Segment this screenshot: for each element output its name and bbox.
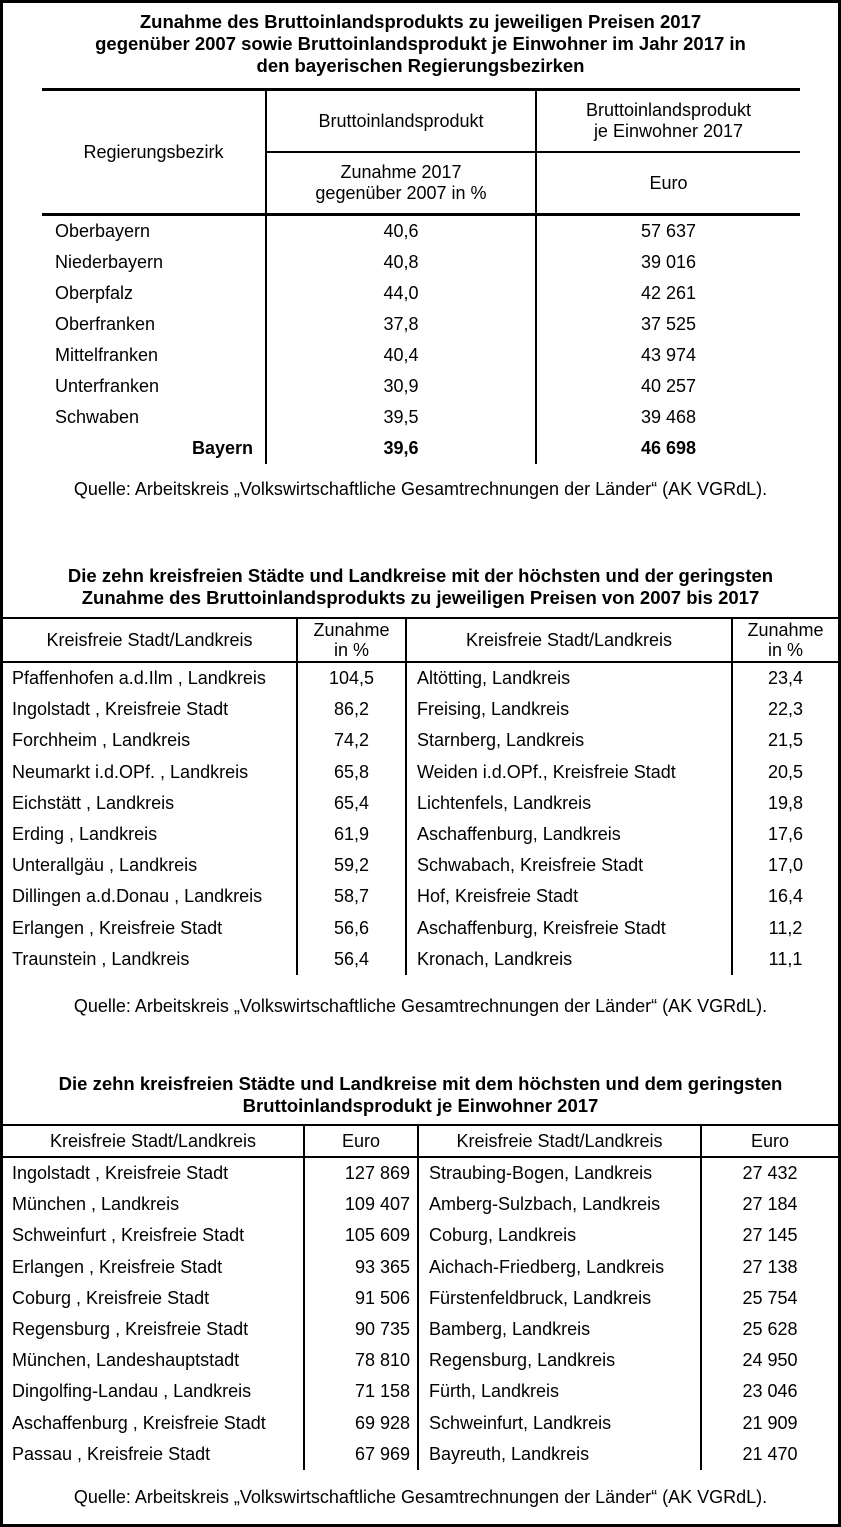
table3-header xyxy=(3,1124,838,1158)
table3-header-euro-right: Euro xyxy=(750,1131,790,1151)
value-cell: 22,3 xyxy=(767,699,804,720)
table2-title xyxy=(3,565,838,609)
source-note: Quelle: Arbeitskreis „Volkswirtschaftliche Gesamtrechnungen der Länder“ (AK VGRdL). xyxy=(73,996,768,1016)
value-cell: 58,7 xyxy=(298,881,407,912)
value-cell: 23 046 xyxy=(742,1381,798,1402)
value-cell: 91 506 xyxy=(305,1283,419,1314)
zunahme-cell: 40,6 xyxy=(267,216,537,247)
table-row xyxy=(3,757,838,788)
table2-header-value-right-line2: in % xyxy=(767,640,803,660)
district-cell: Kronach, Landkreis xyxy=(407,944,733,975)
value-cell: 25 754 xyxy=(742,1287,798,1308)
table1-header-bip-group: Bruttoinlandsprodukt xyxy=(267,91,535,153)
region-cell: Schwaben xyxy=(42,402,267,433)
table-row xyxy=(3,1314,838,1345)
district-cell: München , Landkreis xyxy=(3,1189,305,1220)
euro-cell-total: 46 698 xyxy=(640,438,697,458)
table2-header-value-left-line2: in % xyxy=(333,640,369,660)
district-cell: Passau , Kreisfreie Stadt xyxy=(3,1439,305,1470)
table-row xyxy=(3,1439,838,1470)
region-cell: Oberfranken xyxy=(42,309,267,340)
district-cell: Regensburg, Landkreis xyxy=(419,1345,702,1376)
table2-title-line1: Die zehn kreisfreien Städte und Landkreise mit der höchsten und der geringsten xyxy=(67,565,774,586)
district-cell: Forchheim , Landkreis xyxy=(3,725,298,756)
table-row xyxy=(3,944,838,975)
table3-title-line2: Bruttoinlandsprodukt je Einwohner 2017 xyxy=(242,1095,599,1116)
value-cell: 93 365 xyxy=(305,1252,419,1283)
value-cell: 23,4 xyxy=(767,668,804,689)
table1-header-bip-je-einwohner xyxy=(537,91,800,153)
district-cell: Eichstätt , Landkreis xyxy=(3,788,298,819)
district-cell: Fürth, Landkreis xyxy=(419,1376,702,1407)
table-row xyxy=(42,371,800,402)
value-cell: 78 810 xyxy=(305,1345,419,1376)
table-total-row xyxy=(42,433,800,464)
table-row xyxy=(3,819,838,850)
table-row xyxy=(3,881,838,912)
table2-body xyxy=(3,663,838,975)
value-cell: 11,2 xyxy=(768,917,803,938)
district-cell: Traunstein , Landkreis xyxy=(3,944,298,975)
value-cell: 24 950 xyxy=(742,1350,798,1371)
table1-header xyxy=(42,88,800,216)
table1-title-line2: gegenüber 2007 sowie Bruttoinlandsprodukt je Einwohner im Jahr 2017 in xyxy=(95,33,746,54)
source-note: Quelle: Arbeitskreis „Volkswirtschaftliche Gesamtrechnungen der Länder“ (AK VGRdL). xyxy=(73,1487,768,1507)
district-cell: Ingolstadt , Kreisfreie Stadt xyxy=(3,694,298,725)
table-row xyxy=(3,725,838,756)
table1-title xyxy=(3,11,838,77)
table1-header-zunahme xyxy=(267,153,535,213)
value-cell: 56,6 xyxy=(298,913,407,944)
table1-header-bip-je-einwohner-line1: Bruttoinlandsprodukt xyxy=(585,100,752,120)
district-cell: Aschaffenburg , Kreisfreie Stadt xyxy=(3,1408,305,1439)
value-cell: 65,8 xyxy=(298,757,407,788)
table2-header-value-left-line1: Zunahme xyxy=(313,620,390,640)
zunahme-cell: 39,5 xyxy=(267,402,537,433)
table-row xyxy=(42,340,800,371)
district-cell: Fürstenfeldbruck, Landkreis xyxy=(419,1283,702,1314)
table1-header-bip-je-einwohner-column xyxy=(537,91,800,213)
district-cell: Altötting, Landkreis xyxy=(407,663,733,694)
zunahme-cell: 44,0 xyxy=(267,278,537,309)
table1-header-bip-column xyxy=(267,91,537,213)
value-cell: 17,0 xyxy=(767,855,804,876)
table-row xyxy=(3,1408,838,1439)
district-cell: Coburg , Kreisfreie Stadt xyxy=(3,1283,305,1314)
value-cell: 20,5 xyxy=(767,761,804,782)
table2-header-value-right-line1: Zunahme xyxy=(747,620,824,640)
district-cell: Freising, Landkreis xyxy=(407,694,733,725)
value-cell: 127 869 xyxy=(305,1158,419,1189)
zunahme-cell: 40,4 xyxy=(267,340,537,371)
region-cell-total: Bayern xyxy=(42,433,267,464)
value-cell: 11,1 xyxy=(768,948,803,969)
zunahme-cell: 30,9 xyxy=(267,371,537,402)
table2-title-line2: Zunahme des Bruttoinlandsprodukts zu jeweiligen Preisen von 2007 bis 2017 xyxy=(81,587,760,608)
table-row xyxy=(3,694,838,725)
table3-header-euro-left: Euro xyxy=(305,1126,419,1156)
district-cell: Unterallgäu , Landkreis xyxy=(3,850,298,881)
value-cell: 65,4 xyxy=(298,788,407,819)
zunahme-top10-table xyxy=(3,617,838,975)
table2-header-district-left: Kreisfreie Stadt/Landkreis xyxy=(3,619,298,661)
value-cell: 71 158 xyxy=(305,1376,419,1407)
district-cell: Schweinfurt , Kreisfreie Stadt xyxy=(3,1220,305,1251)
euro-cell: 43 974 xyxy=(640,345,697,365)
value-cell: 21 909 xyxy=(742,1412,798,1433)
region-cell: Niederbayern xyxy=(42,247,267,278)
district-cell: Erlangen , Kreisfreie Stadt xyxy=(3,1252,305,1283)
district-cell: Erding , Landkreis xyxy=(3,819,298,850)
table-row xyxy=(3,1376,838,1407)
value-cell: 90 735 xyxy=(305,1314,419,1345)
table2-header-district-right: Kreisfreie Stadt/Landkreis xyxy=(407,619,733,661)
district-cell: Schweinfurt, Landkreis xyxy=(419,1408,702,1439)
district-cell: Schwabach, Kreisfreie Stadt xyxy=(407,850,733,881)
region-cell: Mittelfranken xyxy=(42,340,267,371)
euro-cell: 42 261 xyxy=(640,283,697,303)
table1-body xyxy=(42,216,800,464)
value-cell: 61,9 xyxy=(298,819,407,850)
table-row xyxy=(3,1345,838,1376)
table-row xyxy=(42,402,800,433)
district-cell: Erlangen , Kreisfreie Stadt xyxy=(3,913,298,944)
table-row xyxy=(42,216,800,247)
table1-title-line3: den bayerischen Regierungsbezirken xyxy=(256,55,585,76)
value-cell: 21,5 xyxy=(767,730,804,751)
region-cell: Unterfranken xyxy=(42,371,267,402)
district-cell: Weiden i.d.OPf., Kreisfreie Stadt xyxy=(407,757,733,788)
value-cell: 25 628 xyxy=(742,1319,798,1340)
table3-header-district-right: Kreisfreie Stadt/Landkreis xyxy=(419,1126,702,1156)
value-cell: 21 470 xyxy=(742,1443,798,1464)
zunahme-cell: 40,8 xyxy=(267,247,537,278)
value-cell: 27 432 xyxy=(742,1163,798,1184)
euro-cell: 57 637 xyxy=(640,221,697,241)
district-cell: Lichtenfels, Landkreis xyxy=(407,788,733,819)
source-note: Quelle: Arbeitskreis „Volkswirtschaftliche Gesamtrechnungen der Länder“ (AK VGRdL). xyxy=(73,479,768,499)
euro-cell: 39 468 xyxy=(640,407,697,427)
district-cell: Aschaffenburg, Kreisfreie Stadt xyxy=(407,913,733,944)
value-cell: 56,4 xyxy=(298,944,407,975)
table3-body xyxy=(3,1158,838,1470)
district-cell: Starnberg, Landkreis xyxy=(407,725,733,756)
value-cell: 16,4 xyxy=(767,886,804,907)
value-cell: 59,2 xyxy=(298,850,407,881)
table1-header-zunahme-line1: Zunahme 2017 xyxy=(340,162,462,182)
district-cell: Hof, Kreisfreie Stadt xyxy=(407,881,733,912)
table-row xyxy=(3,1252,838,1283)
value-cell: 109 407 xyxy=(305,1189,419,1220)
value-cell: 67 969 xyxy=(305,1439,419,1470)
district-cell: Pfaffenhofen a.d.Ilm , Landkreis xyxy=(3,663,298,694)
district-cell: Dillingen a.d.Donau , Landkreis xyxy=(3,881,298,912)
table-row xyxy=(3,1189,838,1220)
district-cell: Neumarkt i.d.OPf. , Landkreis xyxy=(3,757,298,788)
district-cell: Regensburg , Kreisfreie Stadt xyxy=(3,1314,305,1345)
district-cell: Aichach-Friedberg, Landkreis xyxy=(419,1252,702,1283)
district-cell: Bamberg, Landkreis xyxy=(419,1314,702,1345)
value-cell: 69 928 xyxy=(305,1408,419,1439)
table-row xyxy=(3,1158,838,1189)
region-cell: Oberpfalz xyxy=(42,278,267,309)
district-cell: Dingolfing-Landau , Landkreis xyxy=(3,1376,305,1407)
table-row xyxy=(3,1283,838,1314)
table2-header xyxy=(3,617,838,663)
district-cell: Aschaffenburg, Landkreis xyxy=(407,819,733,850)
district-cell: München, Landeshauptstadt xyxy=(3,1345,305,1376)
value-cell: 27 138 xyxy=(742,1256,798,1277)
regierungsbezirke-table xyxy=(42,88,800,464)
bip-je-einwohner-top10-table xyxy=(3,1124,838,1470)
table-row xyxy=(3,913,838,944)
value-cell: 74,2 xyxy=(298,725,407,756)
value-cell: 27 145 xyxy=(742,1225,798,1246)
table1-header-bip-je-einwohner-line2: je Einwohner 2017 xyxy=(593,121,744,141)
value-cell: 104,5 xyxy=(298,663,407,694)
table-row xyxy=(3,850,838,881)
table1-header-zunahme-line2: gegenüber 2007 in % xyxy=(315,183,487,203)
euro-cell: 39 016 xyxy=(640,252,697,272)
zunahme-cell-total: 39,6 xyxy=(267,433,537,464)
value-cell: 86,2 xyxy=(298,694,407,725)
value-cell: 17,6 xyxy=(767,824,804,845)
district-cell: Straubing-Bogen, Landkreis xyxy=(419,1158,702,1189)
value-cell: 27 184 xyxy=(742,1194,798,1215)
euro-cell: 37 525 xyxy=(640,314,697,334)
district-cell: Bayreuth, Landkreis xyxy=(419,1439,702,1470)
table-row xyxy=(3,788,838,819)
table-row xyxy=(42,278,800,309)
table1-title-line1: Zunahme des Bruttoinlandsprodukts zu jeweiligen Preisen 2017 xyxy=(139,11,702,32)
district-cell: Ingolstadt , Kreisfreie Stadt xyxy=(3,1158,305,1189)
table2-header-value-left xyxy=(298,619,407,661)
table3-title-line1: Die zehn kreisfreien Städte und Landkreise mit dem höchsten und dem geringsten xyxy=(58,1073,783,1094)
table1-header-euro: Euro xyxy=(649,172,688,193)
table2-header-value-right xyxy=(733,619,838,661)
table-row xyxy=(3,1220,838,1251)
table-row xyxy=(42,309,800,340)
table3-title xyxy=(3,1073,838,1117)
district-cell: Amberg-Sulzbach, Landkreis xyxy=(419,1189,702,1220)
region-cell: Oberbayern xyxy=(42,216,267,247)
zunahme-cell: 37,8 xyxy=(267,309,537,340)
table3-header-district-left: Kreisfreie Stadt/Landkreis xyxy=(3,1126,305,1156)
euro-cell: 40 257 xyxy=(640,376,697,396)
value-cell: 105 609 xyxy=(305,1220,419,1251)
table-row xyxy=(3,663,838,694)
table1-header-regierungsbezirk: Regierungsbezirk xyxy=(42,91,267,213)
table-row xyxy=(42,247,800,278)
value-cell: 19,8 xyxy=(767,792,804,813)
district-cell: Coburg, Landkreis xyxy=(419,1220,702,1251)
